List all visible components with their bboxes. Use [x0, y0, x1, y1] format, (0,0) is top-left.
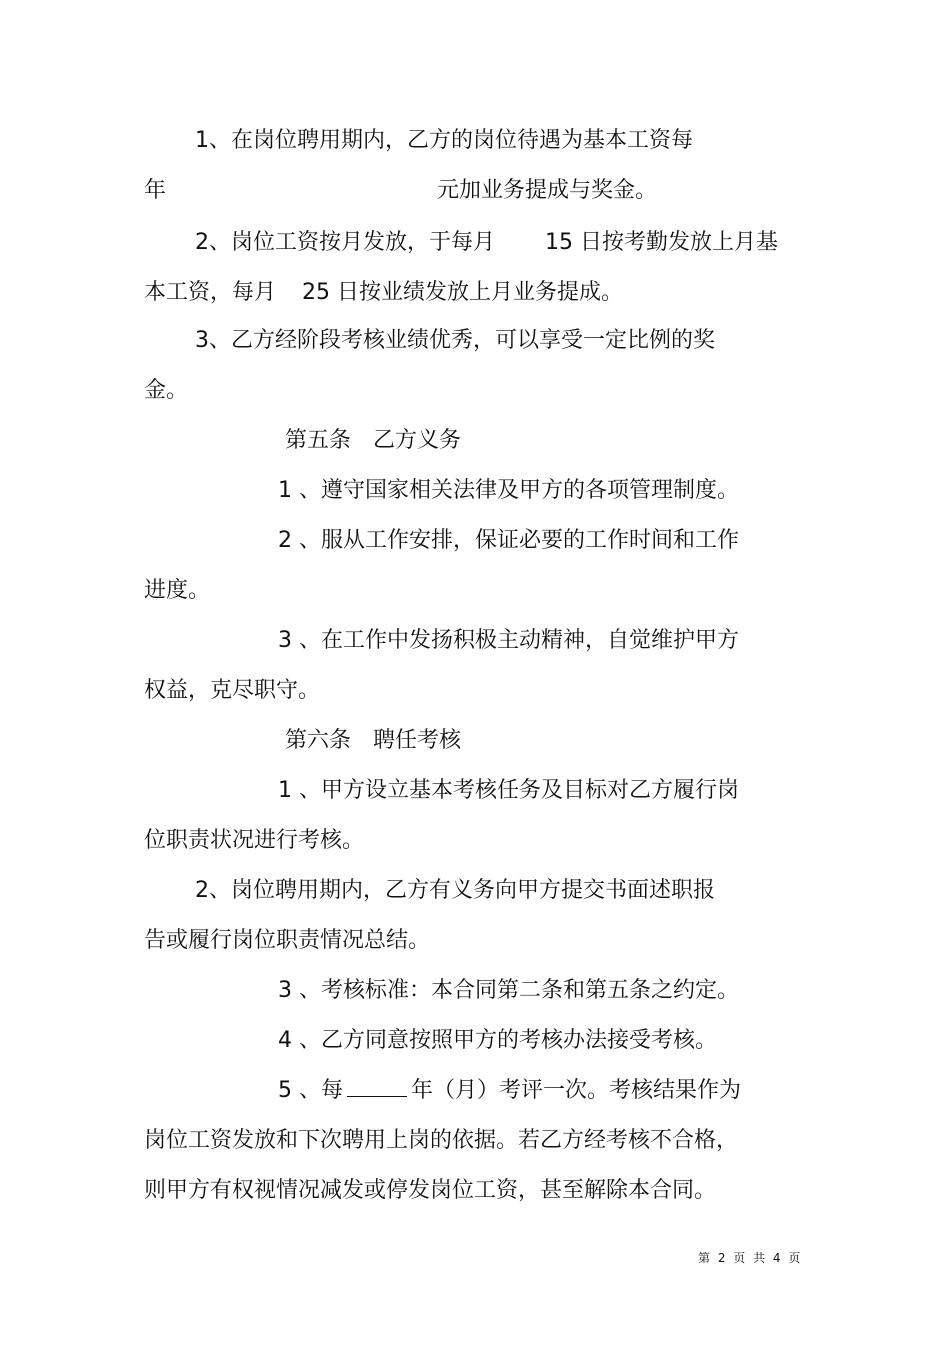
page-number-footer: 第 2 页 共 4 页 [698, 1251, 803, 1265]
clause-5-item-1: 1 、遵守国家相关法律及甲方的各项管理制度。 [278, 478, 739, 503]
clause-6-item-5-rest: 年（月）考评一次。考核结果作为 [411, 1078, 742, 1103]
fill-in-blank [347, 1076, 407, 1097]
clause-5-item-2-line-2: 进度。 [144, 578, 211, 603]
clause-4-item-1-line-2a: 年 [144, 178, 167, 203]
clause-4-item-2-line-2b: 25 日按业绩发放上月业务提成。 [302, 280, 623, 305]
clause-6-item-5-line-1 [278, 1076, 741, 1106]
clause-5-item-3-line-1: 3 、在工作中发扬积极主动精神，自觉维护甲方 [278, 628, 739, 653]
clause-4-item-2-line-2a: 本工资，每月 [144, 280, 277, 305]
clause-6-item-1-line-1: 1 、甲方设立基本考核任务及目标对乙方履行岗 [278, 778, 739, 803]
clause-4-item-1-line-1: 1、在岗位聘用期内，乙方的岗位待遇为基本工资每 [195, 128, 693, 153]
clause-6-item-3: 3 、考核标准：本合同第二条和第五条之约定。 [278, 978, 739, 1003]
clause-4-item-2-line-1a: 2、岗位工资按月发放，于每月 [195, 230, 495, 255]
clause-4-item-3-line-1: 3、乙方经阶段考核业绩优秀，可以享受一定比例的奖 [195, 328, 715, 353]
clause-6-item-5-start: 5 、每 [278, 1078, 343, 1103]
clause-5-item-3-line-2: 权益，克尽职守。 [144, 678, 321, 703]
clause-6-item-5-line-3: 则甲方有权视情况减发或停发岗位工资，甚至解除本合同。 [144, 1178, 717, 1203]
clause-6-item-5-line-2: 岗位工资发放和下次聘用上岗的依据。若乙方经考核不合格， [144, 1128, 739, 1153]
clause-6-item-2-line-1: 2、岗位聘用期内，乙方有义务向甲方提交书面述职报 [195, 878, 715, 903]
clause-4-item-2-line-1b: 15 日按考勤发放上月基 [545, 230, 778, 255]
clause-6-item-4: 4 、乙方同意按照甲方的考核办法接受考核。 [278, 1028, 717, 1053]
clause-4-item-1-line-2b: 元加业务提成与奖金。 [437, 178, 658, 203]
clause-6-heading: 第六条 聘任考核 [285, 728, 462, 753]
clause-5-heading: 第五条 乙方义务 [285, 428, 462, 453]
clause-6-item-2-line-2: 告或履行岗位职责情况总结。 [144, 928, 431, 953]
clause-4-item-3-line-2: 金。 [144, 378, 189, 403]
clause-5-item-2-line-1: 2 、服从工作安排，保证必要的工作时间和工作 [278, 528, 739, 553]
clause-6-item-1-line-2: 位职责状况进行考核。 [144, 828, 365, 853]
